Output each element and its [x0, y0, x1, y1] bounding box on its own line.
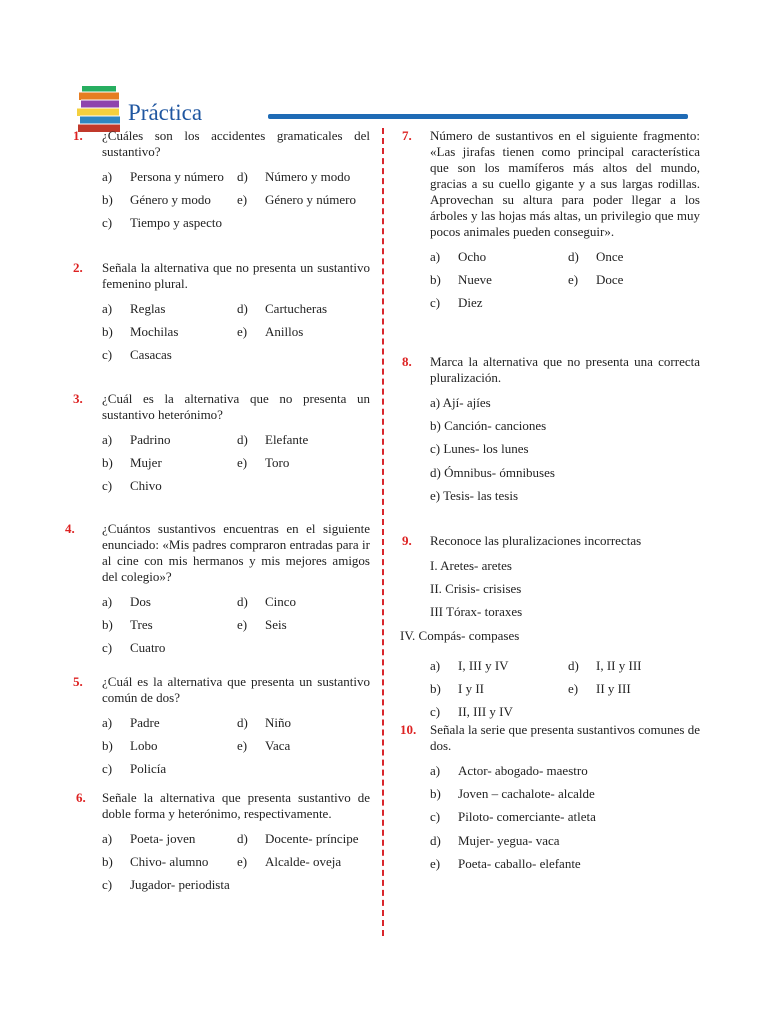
option-letter: e) — [568, 680, 579, 696]
option-letter: b) — [102, 738, 113, 754]
statement-row — [398, 579, 700, 602]
question-text: ¿Cuál es la alternativa que no presenta un sustantivo heterónimo? — [102, 391, 370, 422]
option-letter: c) — [430, 809, 441, 825]
option-list — [60, 592, 370, 662]
option-text: Toro — [265, 455, 290, 471]
question-number: 2. — [73, 260, 83, 275]
option-text: Chivo- alumno — [130, 854, 209, 870]
option-text: Género y modo — [130, 192, 211, 208]
option-b[interactable] — [430, 679, 484, 699]
option-text: Ocho — [458, 249, 487, 264]
option-a[interactable] — [102, 829, 195, 849]
option-text: Padrino — [130, 432, 171, 447]
question-number: 4. — [65, 521, 75, 536]
option-letter: d) — [237, 594, 248, 609]
option-letter: c) — [102, 761, 113, 777]
option-text: Nueve — [458, 272, 492, 288]
option-row — [60, 430, 370, 453]
option-e[interactable] — [430, 854, 581, 874]
option-c[interactable] — [102, 476, 162, 496]
question-header — [398, 128, 700, 240]
question-text: ¿Cuáles son los accidentes gramaticales del sustantivo? — [102, 128, 370, 159]
option-text: Cuatro — [130, 640, 166, 656]
option-row — [60, 875, 370, 898]
option-row — [60, 476, 370, 499]
statement-row — [398, 556, 700, 579]
option-c[interactable] — [430, 293, 483, 313]
option-row — [398, 463, 700, 486]
option-letter: c) — [430, 704, 441, 720]
option-text: Tiempo y aspecto — [130, 215, 222, 231]
question-header — [60, 521, 370, 585]
option-row — [60, 638, 370, 661]
option-letter: a) — [102, 594, 113, 609]
option-letter: a) — [430, 249, 441, 264]
option-letter: d) — [237, 169, 248, 184]
question-text: Señala la alternativa que no presenta un sustantivo femenino plural. — [102, 260, 370, 291]
statement: III Tórax- toraxes — [430, 604, 523, 620]
option-letter: e) — [237, 738, 248, 754]
option-row — [398, 831, 700, 854]
question-4 — [60, 521, 370, 662]
question-10 — [398, 722, 700, 877]
option-letter: b) — [102, 854, 113, 870]
option-letter: a) — [430, 763, 441, 778]
question-7 — [398, 128, 700, 317]
option-row — [60, 713, 370, 736]
option-letter: e) — [568, 272, 579, 288]
option[interactable]: c) Lunes- los lunes — [430, 441, 529, 457]
page-title: Práctica — [128, 100, 203, 125]
option-d[interactable] — [568, 656, 641, 676]
question-header — [60, 260, 370, 292]
option-text: II y III — [596, 680, 631, 696]
option[interactable]: e) Tesis- las tesis — [430, 487, 519, 503]
option-a[interactable] — [102, 299, 165, 319]
option-b[interactable] — [102, 322, 178, 342]
option-text: Alcalde- oveja — [265, 854, 342, 870]
option-text: Poeta- caballo- elefante — [458, 855, 581, 871]
option-text: Mujer- yegua- vaca — [458, 832, 560, 848]
option-letter: b) — [430, 272, 441, 288]
statement-row — [398, 602, 700, 625]
option-letter: d) — [237, 301, 248, 316]
option-c[interactable] — [102, 638, 165, 658]
option-d[interactable] — [568, 247, 623, 267]
question-header — [60, 674, 370, 706]
option-b[interactable] — [102, 190, 211, 210]
option-e[interactable] — [237, 453, 289, 473]
option-d[interactable] — [237, 592, 296, 612]
option-letter: e) — [237, 854, 248, 870]
option-list — [398, 393, 700, 509]
question-text: Señale la alternativa que presenta sustantivo de doble forma y heterónimo, respectivamente. — [102, 790, 370, 821]
option-list — [398, 247, 700, 317]
question-1 — [60, 128, 370, 237]
option-list — [60, 430, 370, 500]
option-list — [60, 713, 370, 783]
option-b[interactable] — [102, 615, 153, 635]
option-a[interactable] — [102, 713, 160, 733]
option-text: Diez — [458, 295, 483, 311]
option-text: II, III y IV — [458, 704, 513, 720]
option-b[interactable] — [102, 852, 208, 872]
question-text: Marca la alternativa que no presenta una correcta pluralización. — [430, 354, 700, 385]
header — [74, 84, 694, 134]
option-text: Mujer — [130, 455, 162, 471]
option-text: Número y modo — [265, 169, 351, 184]
question-number: 1. — [73, 128, 83, 143]
option-letter: e) — [237, 455, 248, 471]
question-6 — [60, 790, 370, 899]
option-b[interactable] — [430, 270, 492, 290]
option-text: Género y número — [265, 192, 356, 208]
option-letter: c) — [102, 877, 113, 893]
question-3 — [60, 391, 370, 500]
option-letter: a) — [102, 169, 113, 184]
option-letter: b) — [430, 680, 441, 696]
statement: I. Aretes- aretes — [430, 558, 512, 573]
question-9 — [398, 533, 700, 725]
option-a[interactable] — [102, 167, 224, 187]
option-letter: e) — [237, 192, 248, 208]
option-row — [398, 293, 700, 316]
option-a[interactable] — [430, 761, 588, 781]
option-row — [60, 592, 370, 615]
option-letter: a) — [430, 657, 441, 673]
option-letter: c) — [430, 295, 441, 311]
option-row — [60, 190, 370, 213]
option-list — [60, 299, 370, 369]
option-letter: d) — [237, 432, 248, 447]
question-5 — [60, 674, 370, 783]
option-text: Mochilas — [130, 324, 179, 340]
option-text: Seis — [265, 617, 287, 633]
option-c[interactable] — [102, 213, 222, 233]
option-row — [398, 761, 700, 784]
option-letter: a) — [102, 301, 113, 316]
option-d[interactable] — [237, 829, 358, 849]
option-letter: c) — [102, 640, 113, 656]
option-text: I y II — [458, 680, 484, 696]
question-text: Señala la serie que presenta sustantivos comunes de dos. — [430, 722, 700, 753]
option-c[interactable] — [102, 759, 166, 779]
option-b[interactable] — [102, 453, 162, 473]
option-row — [60, 615, 370, 638]
option-text: Persona y número — [130, 169, 224, 184]
option-d[interactable] — [237, 713, 291, 733]
option-row — [398, 784, 700, 807]
option-text: Policía — [130, 761, 167, 777]
question-text: Número de sustantivos en el siguiente fragmento: «Las jirafas tienen como principal característica que son los mamíferos más altos del mundo, gracias a su cuello gigante y a sus largas rodillas. Aprovechan su altura para poder llegar a los árboles y las hojas más altas, un privilegio que muy pocos animales pueden conseguir». — [430, 128, 700, 239]
option-letter: d) — [237, 831, 248, 846]
option-e[interactable] — [568, 679, 631, 699]
column-divider — [382, 128, 384, 936]
option-e[interactable] — [568, 270, 623, 290]
statement-list — [398, 556, 700, 649]
option-e[interactable] — [237, 322, 303, 342]
statement: II. Crisis- crisises — [430, 581, 522, 597]
option-text: Cinco — [265, 594, 297, 609]
title-underline — [268, 114, 688, 119]
option-letter: d) — [568, 657, 579, 673]
option-letter: c) — [102, 478, 113, 494]
option-text: Padre — [130, 715, 160, 730]
option-c[interactable] — [102, 345, 172, 365]
option-text: Docente- príncipe — [265, 831, 359, 846]
option-a[interactable] — [430, 656, 509, 676]
option-row — [398, 854, 700, 877]
question-number: 10. — [400, 722, 417, 737]
question-header — [60, 790, 370, 822]
option-text: Anillos — [265, 324, 304, 340]
question-header — [60, 391, 370, 423]
question-header — [60, 128, 370, 160]
option-text: Actor- abogado- maestro — [458, 763, 588, 778]
question-text: Reconoce las pluralizaciones incorrectas — [430, 533, 642, 548]
statement-row — [398, 626, 700, 649]
option-e[interactable] — [237, 190, 356, 210]
option-e[interactable] — [237, 852, 341, 872]
option-row — [398, 393, 700, 416]
option-row — [398, 486, 700, 509]
option-letter: b) — [102, 455, 113, 471]
option-d[interactable] — [237, 167, 350, 187]
question-number: 8. — [402, 354, 412, 369]
option-text: Niño — [265, 715, 291, 730]
question-text: ¿Cuántos sustantivos encuentras en el siguiente enunciado: «Mis padres compraron entradas para ir al cine con mis hermanos y mis mejores amigos del colegio»? — [102, 521, 370, 584]
option-letter: d) — [568, 249, 579, 264]
option-list — [398, 656, 700, 726]
option-letter: a) — [102, 432, 113, 447]
question-header — [398, 354, 700, 386]
option-letter: e) — [237, 617, 248, 633]
question-8 — [398, 354, 700, 509]
option-text: Doce — [596, 272, 624, 288]
option-text: Cartucheras — [265, 301, 328, 316]
option-row — [60, 345, 370, 368]
option-e[interactable] — [237, 615, 287, 635]
option-d[interactable] — [237, 299, 327, 319]
option-row — [398, 270, 700, 293]
question-header — [398, 533, 700, 549]
books-icon — [74, 84, 128, 134]
option-letter: b) — [102, 324, 113, 340]
option-e[interactable] — [237, 736, 290, 756]
option-text: Poeta- joven — [130, 831, 196, 846]
option-row — [60, 299, 370, 322]
question-number: 9. — [402, 533, 412, 548]
option-d[interactable] — [237, 430, 308, 450]
option-text: Piloto- comerciante- atleta — [458, 809, 596, 825]
option-letter: c) — [102, 215, 113, 231]
option[interactable]: d) Ómnibus- ómnibuses — [430, 464, 555, 480]
option-c[interactable] — [102, 875, 230, 895]
option-letter: d) — [237, 715, 248, 730]
option-row — [398, 247, 700, 270]
option-letter: b) — [430, 786, 441, 802]
option-text: Joven – cachalote- alcalde — [458, 786, 595, 802]
option-text: Casacas — [130, 347, 172, 363]
option-row — [60, 829, 370, 852]
option-letter: b) — [102, 192, 113, 208]
option-row — [60, 322, 370, 345]
option-text: Reglas — [130, 301, 166, 316]
option[interactable]: a) Ají- ajíes — [430, 395, 491, 410]
question-2 — [60, 260, 370, 369]
option-letter: e) — [430, 855, 441, 871]
option-text: I, III y IV — [458, 657, 509, 673]
option-text: I, II y III — [596, 657, 642, 673]
option-c[interactable] — [430, 702, 513, 722]
option[interactable]: b) Canción- canciones — [430, 418, 547, 434]
question-number: 6. — [76, 790, 86, 805]
option-b[interactable] — [102, 736, 157, 756]
option-list — [398, 761, 700, 877]
option-list — [60, 167, 370, 237]
option-row — [60, 736, 370, 759]
option-row — [398, 439, 700, 462]
question-number: 7. — [402, 128, 412, 143]
option-text: Once — [596, 249, 624, 264]
option-c[interactable] — [430, 807, 596, 827]
option-letter: e) — [237, 324, 248, 340]
option-letter: a) — [102, 715, 113, 730]
option-text: Jugador- periodista — [130, 877, 230, 893]
option-row — [60, 453, 370, 476]
option-text: Lobo — [130, 738, 158, 754]
option-text: Elefante — [265, 432, 309, 447]
option-text: Dos — [130, 594, 151, 609]
option-letter: a) — [102, 831, 113, 846]
option-text: Vaca — [265, 738, 291, 754]
option-row — [60, 852, 370, 875]
option-b[interactable] — [430, 784, 595, 804]
option-row — [60, 167, 370, 190]
option-a[interactable] — [102, 430, 170, 450]
option-row — [60, 213, 370, 236]
question-number: 5. — [73, 674, 83, 689]
option-a[interactable] — [102, 592, 151, 612]
option-text: Tres — [130, 617, 153, 633]
question-number: 3. — [73, 391, 83, 406]
option-letter: c) — [102, 347, 113, 363]
option-d[interactable] — [430, 831, 560, 851]
option-text: Chivo — [130, 478, 162, 494]
option-row — [398, 416, 700, 439]
statement: IV. Compás- compases — [400, 627, 520, 643]
question-text: ¿Cuál es la alternativa que presenta un sustantivo común de dos? — [102, 674, 370, 705]
option-letter: d) — [430, 832, 441, 848]
option-row — [398, 656, 700, 679]
option-a[interactable] — [430, 247, 486, 267]
option-row — [60, 759, 370, 782]
option-letter: b) — [102, 617, 113, 633]
option-row — [398, 679, 700, 702]
question-header — [398, 722, 700, 754]
option-list — [60, 829, 370, 899]
option-row — [398, 807, 700, 830]
